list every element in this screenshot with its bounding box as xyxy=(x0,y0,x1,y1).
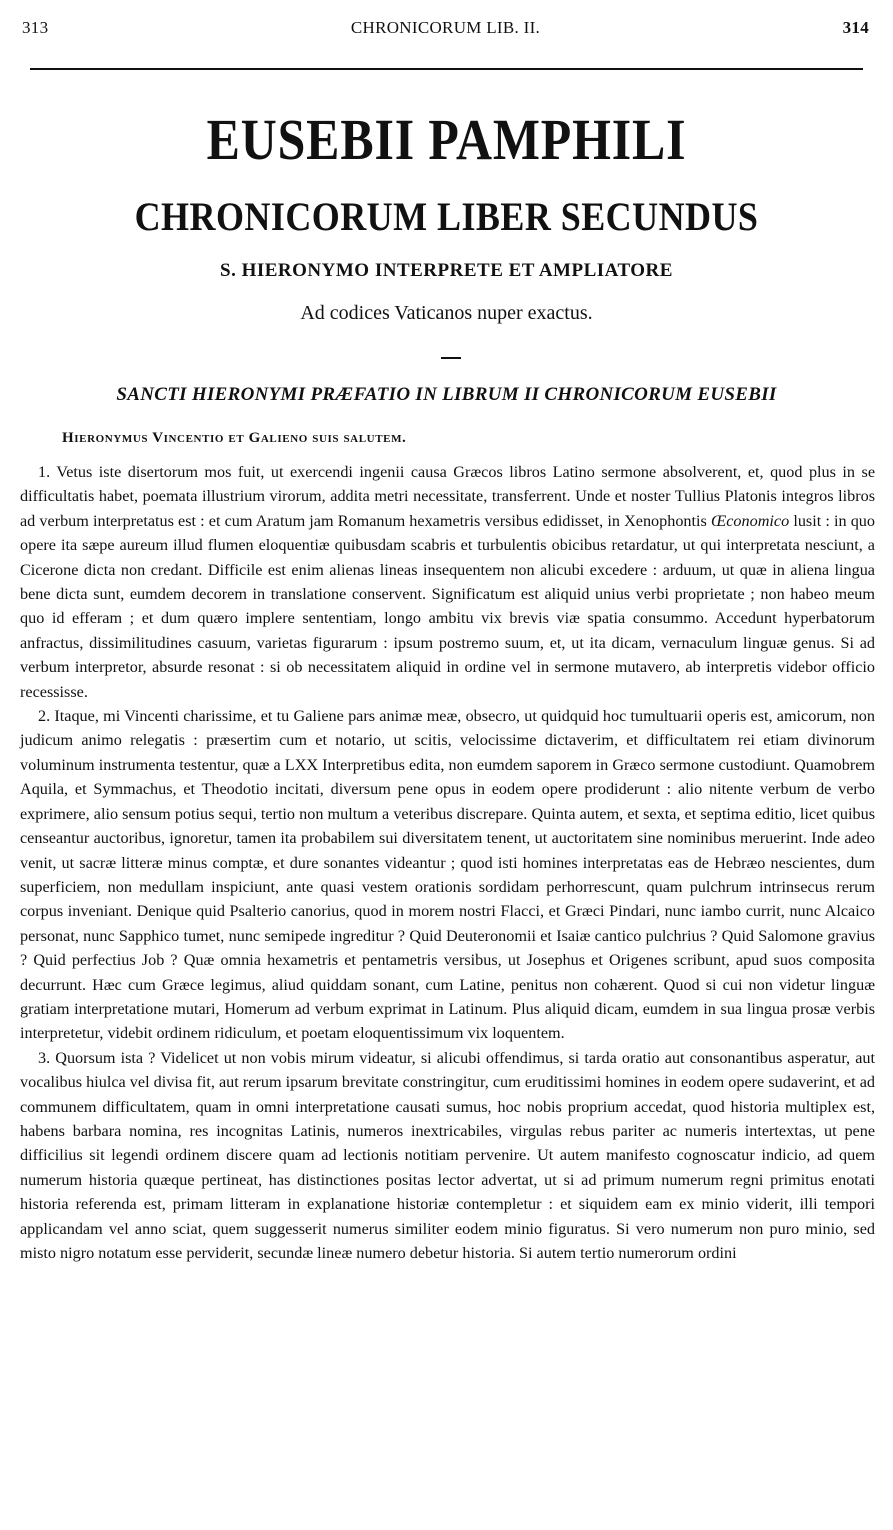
page-number-left: 313 xyxy=(22,18,49,37)
running-title: CHRONICORUM LIB. II. xyxy=(350,18,541,37)
paragraph-1 xyxy=(20,460,875,704)
paragraph-1-text-b: lusit : in quo opere ita sæpe aureum illud flumen eloquentiæ quibusdam scabris et turbulentis obicibus retardatur, ut qui interpretata nesciunt, a Cicerone dicta non credant. Difficile est enim alienas lineas insequentem non alicubi excedere : arduum, ut quæ in aliena lingua bene dicta sunt, eumdem decorem in translatione conservent. Significatum est aliquid unius verbi proprietate ; non habeo meum quo id efferam ; et dum quæro implere sententiam, longo ambitu vix brevis viæ spatia consummo. Accedunt hyperbatorum anfractus, dissimilitudines casuum, varietas figurarum : ipsum postremo suum, et, ut ita dicam, vernaculum linguæ genus. Si ad verbum interpretor, absurde resonat : si ob necessitatem aliquid in ordine vel in sermone mutavero, ab interpretis videbor officio recessisse. xyxy=(20,511,875,701)
section-dash xyxy=(441,357,461,359)
running-header xyxy=(22,18,869,44)
work-title: EUSEBII PAMPHILI xyxy=(206,107,687,172)
interpreter-line: S. HIERONYMO INTERPRETE ET AMPLIATORE xyxy=(220,260,673,281)
page-number-right: 314 xyxy=(842,18,869,37)
salutation: Hieronymus Vincentio et Galieno suis salutem. xyxy=(62,430,407,446)
paragraph-2: 2. Itaque, mi Vincenti charissime, et tu Galiene pars animæ meæ, obsecro, ut quidquid hoc tumultuarii operis est, amicorum, non judicum animo relegatis : præsertim cum et notario, ut scitis, velocissime dictaverim, et difficultatem rei etiam divinorum voluminum instrumenta testentur, quæ a LXX Interpretibus edita, non eumdem saporem in Græco sermone custodiunt. Quamobrem Aquila, et Symmachus, et Theodotio incitati, diversum pene opus in eodem opere prodiderunt : alio nitente verbum de verbo exprimere, alio sensum potius sequi, tertio non multum a veteribus discrepare. Quinta autem, et sexta, et septima editio, licet quibus censeantur auctoribus, ignoretur, tamen ita probabilem sui diversitatem tenent, ut auctoritatem sine nominibus meruerint. Inde adeo venit, ut sacræ litteræ minus comptæ, et dure sonantes videantur ; quod isti homines interpretatas eas de Hebræo nescientes, dum superficiem, non medullam inspiciunt, ante quasi vestem orationis sordidam perhorrescunt, quam pulchrum intrinsecus rerum corpus inveniant. Denique quid Psalterio canorius, quod in morem nostri Flacci, et Græci Pindari, nunc iambo currit, nunc Alcaico personat, nunc Sapphico tumet, nunc semipede ingreditur ? Quid Deuteronomii et Isaiæ cantico pulchrius ? Quid Salomone gravius ? Quid perfectius Job ? Quæ omnia hexametris et pentametris versibus, ut Josephus et Origenes scribunt, apud suos composita decurrunt. Hæc cum Græce legimus, aliud quiddam sonant, cum Latine, penitus non cohærent. Quod si cui non videtur linguæ gratiam interpretatione mutari, Homerum ad verbum exprimat in Latinum. Plus aliquid dicam, eumdem in sua lingua prosæ verbis interpretetur, videbit ordinem ridiculum, et poetam eloquentissimum vix loquentem. xyxy=(20,707,875,1043)
italic-title: Œconomico xyxy=(710,511,790,530)
paragraph-3: 3. Quorsum ista ? Videlicet ut non vobis mirum videatur, si alicubi offendimus, si tarda oratio aut consonantibus asperatur, aut vocalibus hiulca vel divisa fit, aut rerum ipsarum brevitate constringitur, cum eruditissimi homines in eodem opere sudaverint, et ad communem difficultatem, quam in omni interpretatione causati sumus, hoc nobis proprium accedat, quod historia multiplex est, habens barbara nomina, res incognitas Latinis, numeros inextricabiles, virgulas rebus pariter ac numeris intertextas, ut pene difficilius sit legendi ordinem discere quam ad lectionis notitiam pervenire. Ut autem manifesto cognoscatur indicio, ad quem numerum historia quæque pertineat, has distinctiones positas lector advertat, ut si ad primum numerum regni primitus enotati historia referenda est, primam litteram in explanatione historiæ contempletur : et siquidem eam ex minio viderit, illi tempori applicandam vel anno sciat, quem suggesserit numerus similiter eodem minio figuratus. Si vero numerum non puro minio, sed misto nigro notatum esse perviderit, secundæ lineæ numero debetur historia. Si autem tertio numerorum ordini xyxy=(20,1048,875,1262)
header-rule xyxy=(30,68,863,70)
edition-note: Ad codices Vaticanos nuper exactus. xyxy=(300,302,593,324)
preface-title: SANCTI HIERONYMI PRÆFATIO IN LIBRUM II CHRONICORUM EUSEBII xyxy=(116,384,777,405)
book-title: CHRONICORUM LIBER SECUNDUS xyxy=(134,194,759,239)
preface-body xyxy=(20,460,875,1265)
paragraph-1-text-a: 1. Vetus iste disertorum mos fuit, ut exercendi ingenii causa Græcos libros Latino sermone absolverent, et, quod plus in se difficultatis habet, poemata illustrium virorum, addita metri necessitate, transferrent. Unde et noster Tullius Platonis integros libros ad verbum interpretatus est : et cum Aratum jam Romanum hexametris versibus edidisset, in Xenophontis xyxy=(20,463,875,530)
